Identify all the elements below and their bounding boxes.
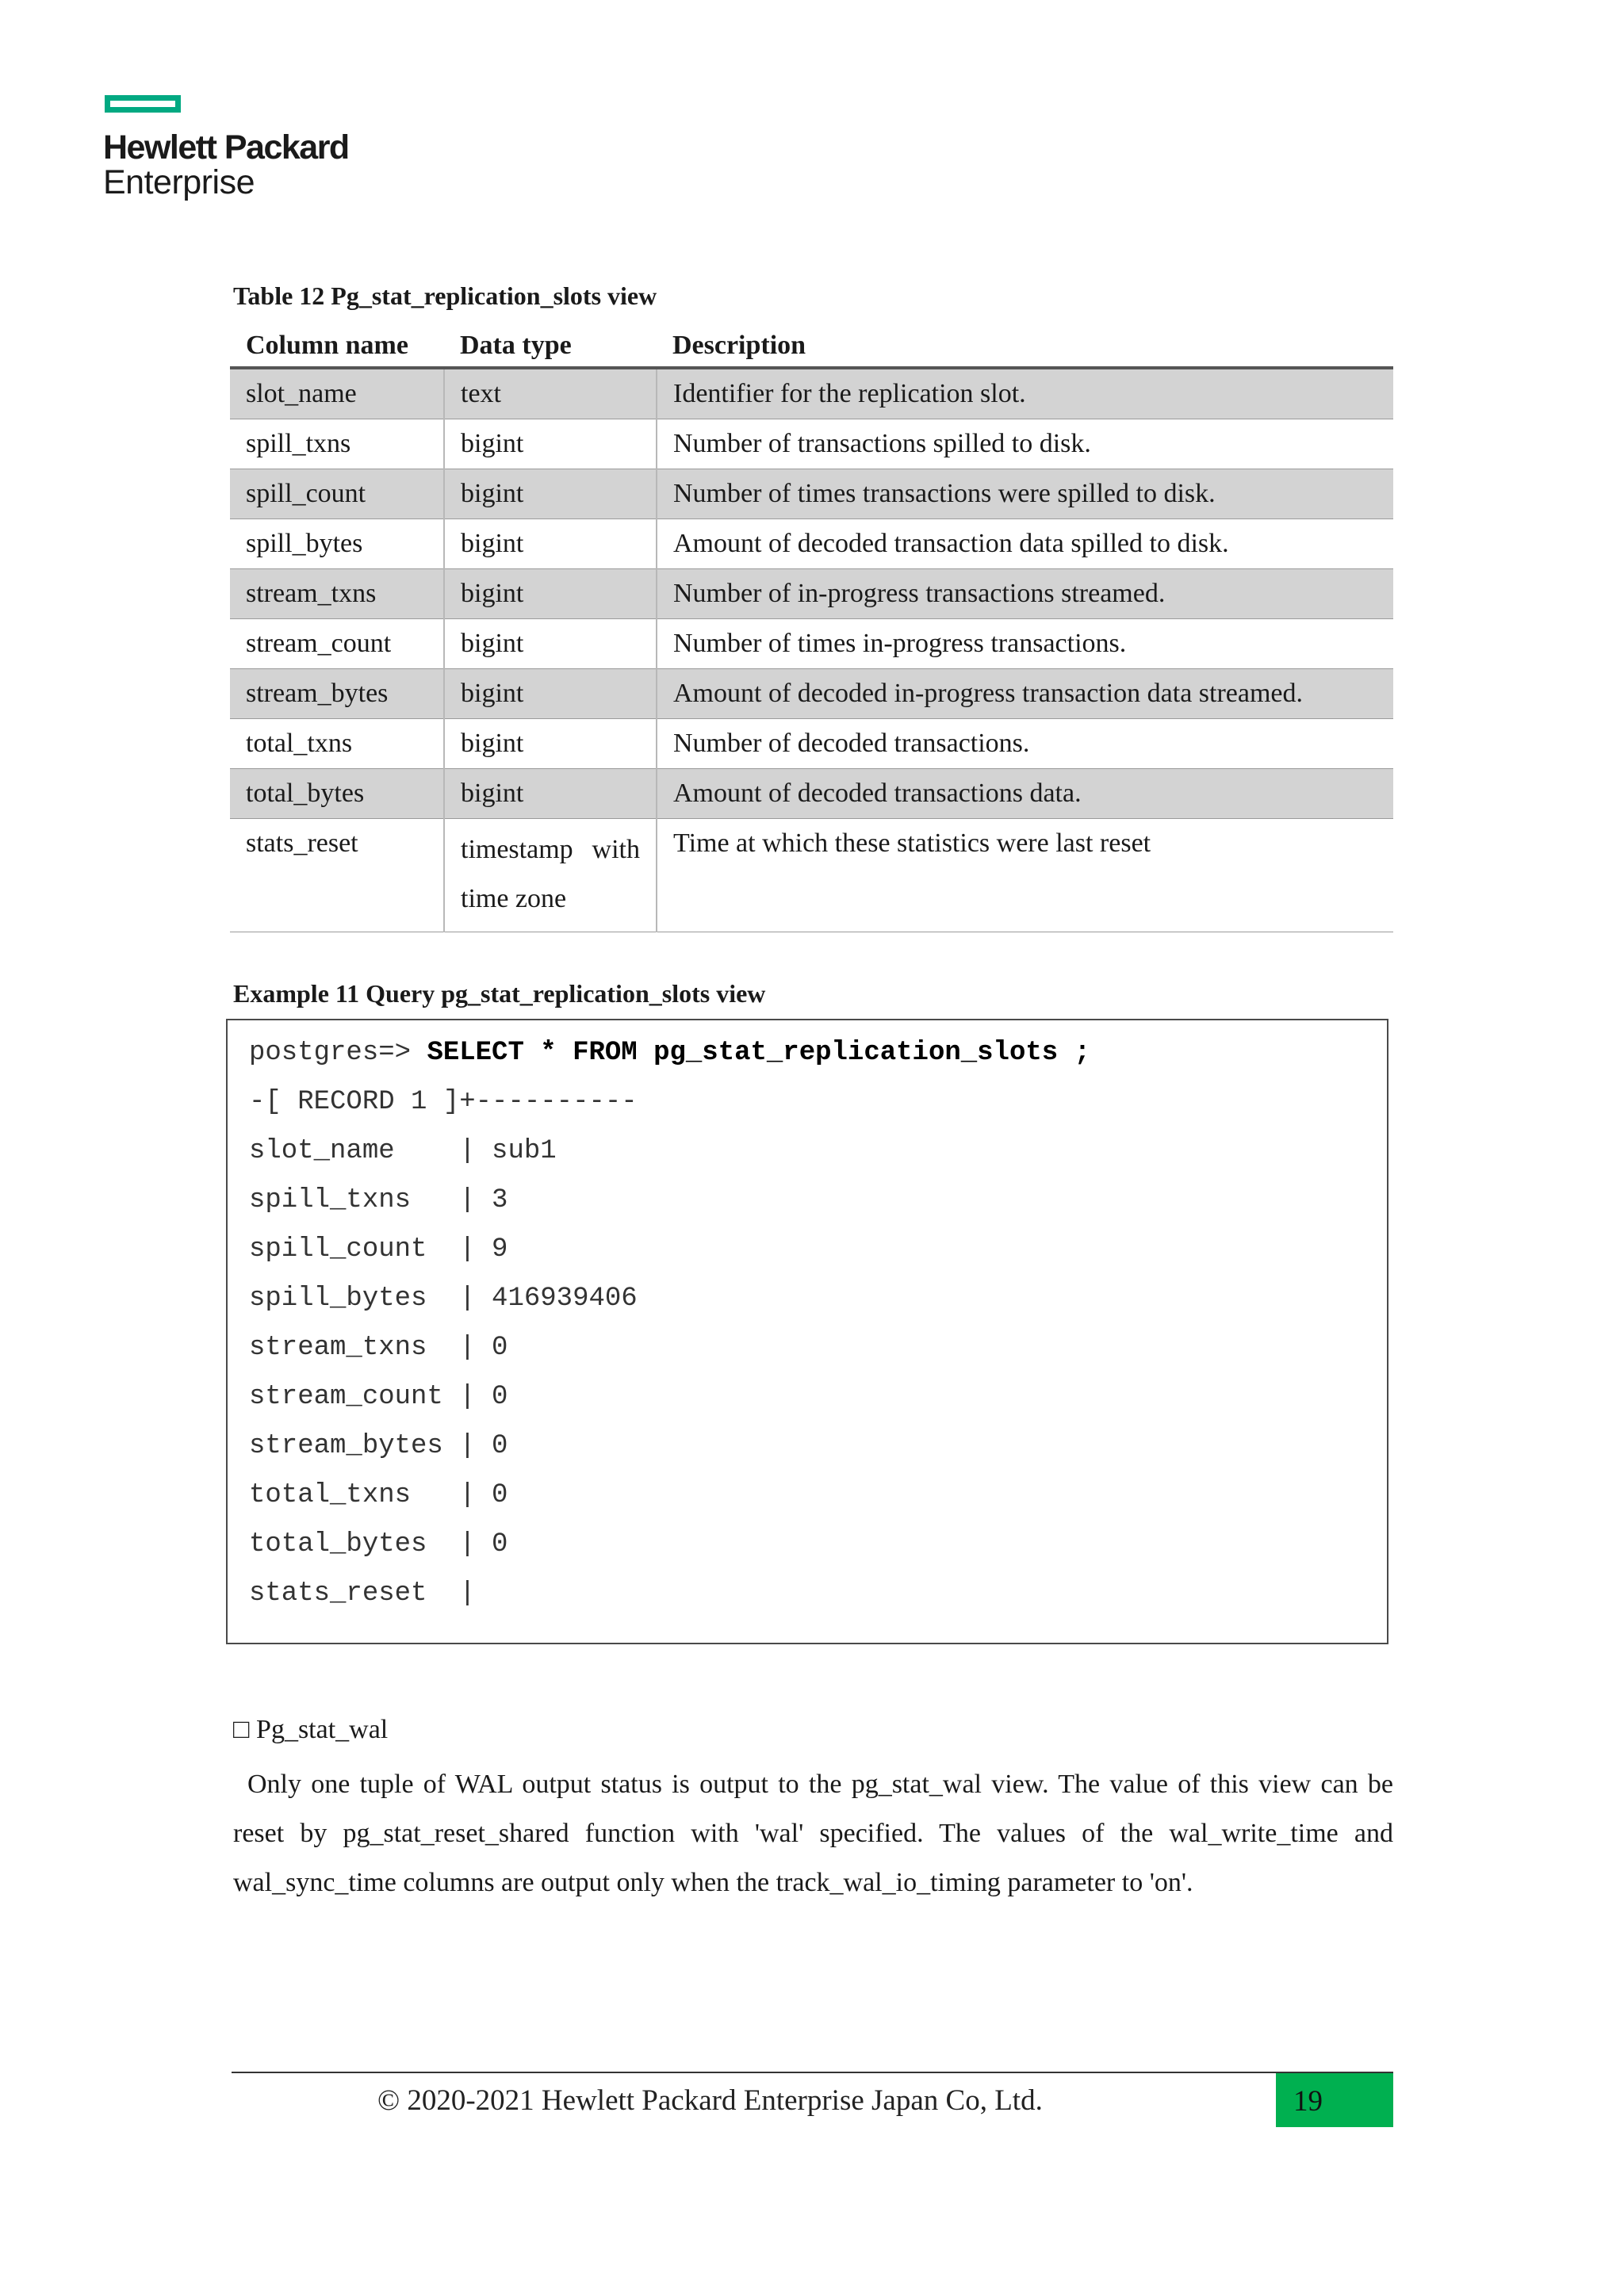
table-cell: stream_count: [230, 619, 444, 669]
table-row: [230, 419, 1393, 469]
column-header: Data type: [444, 325, 657, 368]
code-line: stream_txns | 0: [249, 1333, 508, 1363]
table-cell: text: [444, 368, 657, 419]
table-row: [230, 669, 1393, 719]
table-row: [230, 368, 1393, 419]
table-cell: stream_txns: [230, 569, 444, 619]
footer-divider: [232, 2072, 1393, 2073]
example-caption: Example 11 Query pg_stat_replication_slots view: [233, 979, 766, 1008]
table-cell: total_txns: [230, 719, 444, 769]
table-cell: Time at which these statistics were last reset: [657, 819, 1393, 932]
table-cell: slot_name: [230, 368, 444, 419]
code-command: SELECT * FROM pg_stat_replication_slots ;: [427, 1038, 1090, 1068]
table-cell: stream_bytes: [230, 669, 444, 719]
code-line: total_bytes | 0: [249, 1529, 508, 1559]
table-row: [230, 519, 1393, 569]
code-line: spill_bytes | 416939406: [249, 1284, 638, 1314]
code-line: stream_bytes | 0: [249, 1431, 508, 1461]
table-cell: bigint: [444, 619, 657, 669]
table-cell: timestamp with time zone: [444, 819, 657, 932]
table-cell: Amount of decoded in-progress transaction data streamed.: [657, 669, 1393, 719]
table-cell: bigint: [444, 769, 657, 819]
table-cell: spill_count: [230, 469, 444, 519]
code-line: stream_count | 0: [249, 1382, 508, 1412]
table-cell: bigint: [444, 419, 657, 469]
code-line-command: [249, 1038, 1090, 1068]
table-cell: Number of decoded transactions.: [657, 719, 1393, 769]
code-line: stats_reset |: [249, 1578, 476, 1609]
table-cell: spill_bytes: [230, 519, 444, 569]
table-cell: stats_reset: [230, 819, 444, 932]
table-cell: bigint: [444, 569, 657, 619]
table-row: [230, 769, 1393, 819]
table-cell: Number of in-progress transactions streamed.: [657, 569, 1393, 619]
table-row: [230, 819, 1393, 932]
table-cell: Amount of decoded transaction data spilled to disk.: [657, 519, 1393, 569]
table-row: [230, 469, 1393, 519]
table-caption: Table 12 Pg_stat_replication_slots view: [233, 281, 657, 310]
table-header-row: [230, 325, 1393, 368]
table-cell: total_bytes: [230, 769, 444, 819]
table-row: [230, 719, 1393, 769]
section-heading: □ Pg_stat_wal: [233, 1715, 389, 1744]
logo-line-2: Enterprise: [103, 163, 255, 201]
code-line: spill_txns | 3: [249, 1185, 508, 1215]
page-number: 19: [1293, 2085, 1323, 2118]
table-cell: bigint: [444, 519, 657, 569]
table-cell: Number of transactions spilled to disk.: [657, 419, 1393, 469]
table-cell: Amount of decoded transactions data.: [657, 769, 1393, 819]
table-cell: bigint: [444, 469, 657, 519]
replication-slots-table: [230, 325, 1393, 932]
footer-copyright: © 2020-2021 Hewlett Packard Enterprise Japan Co, Ltd.: [377, 2084, 1043, 2117]
section-paragraph: Only one tuple of WAL output status is output to the pg_stat_wal view. The value of this view can be reset by pg_stat_reset_shared function with 'wal' specified. The values of the wal_write_time and wal_sync_time columns are output only when the track_wal_io_timing parameter to 'on'.: [233, 1770, 1393, 1897]
table-cell: bigint: [444, 669, 657, 719]
column-header: Description: [657, 325, 1393, 368]
table-cell: Number of times in-progress transactions.: [657, 619, 1393, 669]
table-cell: Number of times transactions were spilled to disk.: [657, 469, 1393, 519]
code-line: -[ RECORD 1 ]+----------: [249, 1087, 638, 1117]
code-line: slot_name | sub1: [249, 1136, 557, 1166]
table-row: [230, 569, 1393, 619]
column-header: Column name: [230, 325, 444, 368]
table-row: [230, 619, 1393, 669]
logo-line-1: Hewlett Packard: [103, 128, 349, 166]
hpe-logo: [103, 94, 365, 205]
code-example-box: [226, 1019, 1388, 1644]
code-prompt: postgres=>: [249, 1038, 427, 1068]
table-cell: Identifier for the replication slot.: [657, 368, 1393, 419]
table-cell: bigint: [444, 719, 657, 769]
page-number-box: [1276, 2073, 1393, 2127]
code-line: spill_count | 9: [249, 1234, 508, 1265]
hpe-logo-element: [105, 95, 181, 113]
code-line: total_txns | 0: [249, 1480, 508, 1510]
table-cell: spill_txns: [230, 419, 444, 469]
